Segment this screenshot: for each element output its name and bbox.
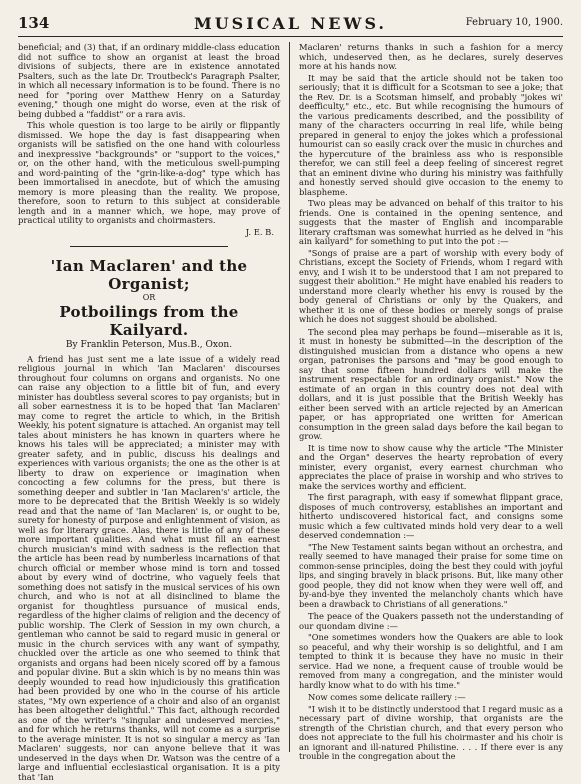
right-column — [299, 43, 563, 765]
paragraph: Maclaren' returns thanks in such a fashion for a mercy which, undeserved then, as he declares, surely deserves more at his hands now. — [299, 42, 563, 71]
paragraph: Now comes some delicate raillery :— — [308, 692, 466, 702]
byline: By Franklin Peterson, Mus.B., Oxon. — [65, 340, 233, 350]
issue-date: February 10, 1900. — [465, 17, 563, 28]
article-subtitle: Potboilings from the Kailyard. — [59, 303, 239, 339]
quotation: "One sometimes wonders how the Quakers are able to look so peaceful, and why their worship is so delightful, and I am tempted to think it is because they have no music in their service. Had we none, a frequent cause of trouble would be removed from many a congregation, and the minister would hardly know what to do with his time." — [299, 632, 563, 690]
quotation: "I wish it to be distinctly understood that I regard music as a necessary part of divine worship, that organists are the strength of the Christian church, and that every person who does not appreciate to the full his choirmaster and his choir is an ignorant and ill-natured Philistine. . . . If there ever is any trouble in the congregation about the — [299, 703, 563, 761]
column-divider — [289, 42, 290, 752]
title-or: OR — [142, 293, 156, 302]
paragraph: The first paragraph, with easy if somewhat flippant grace, disposes of much controversy, establishes an important and hitherto undiscovered historical fact, and consigns some music which a few cultivated minds hold very dear to a well deserved condemnation :— — [299, 492, 563, 540]
paragraph: This whole question is too large to be airily or flippantly dismissed. We hope the day is fast disappearing when organists will be satisfied on the one hand with colourless and inexpressive "backgrounds" or "support to the voices," or, on the other hand, with the meticulous swell-pumping and word-painting of the "grin-like-a-dog" type which has been immortalised in anecdote, but of which the amusing memory is more pleasing than the reality. We propose, therefore, soon to return to this subject at considerable length and in a manner which, we hope, may prove of practical utility to organists and choirmasters. — [18, 120, 280, 225]
paragraph: It may be said that the article should not be taken too seriously; that it is difficult for a Scotsman to see a joke; that the Rev. Dr. is a Scotsman himself, and probably "jokes wi' deefficulty," etc., etc. But while recognising the humours of the various predicaments described, and the possibility of many of the characters occurring in real life, while being prepared in general to enjoy the jokes which a professional humourist can so easily crack over the music in churches and the hypercuture of the brainless ass who is responsible therefor, we can still feel a deep feeling of sincerest regret that an eminent divine who during his ministry was faithfully and honestly served should give occasion to the enemy to blaspheme. — [299, 72, 563, 197]
paragraph: A friend has just sent me a late issue of a widely read religious journal in which 'Ian Maclaren' discourses throughout four columns on organs and organists. No one can raise any objection to a little bit of fun, and every minister has doubtless several scores to pay organists; but in all sober earnestness it is to be hoped that 'Ian Maclaren' may come to regret the article to which, in the British Weekly, his potent signature is attached. An organist may tell tales about ministers he has known in quarters where he knows his tales will be appreciated; a minister may with greater safety, and in public, discuss his dealings and experiences with various organists; the one as the other is at liberty to draw on experience or imagination when concocting a few columns for the press, but there is something deeper and subtler in 'Ian Maclaren's' article, the more to be deprecated that the British Weekly is so widely read and that the name of 'Ian Maclaren' is, or ought to be, surety for honesty of purpose and enlightenment of vision, as well as for literary grace. Alas, there is little of any of these more important qualities. And what must fill an earnest church musician's mind with sadness is the reflection that the article has been read by numberless incarnations of that church official or member whose mind is torn and tossed about by every wind of doctrine, who vaguely feels that something does not satisfy in the musical services of his own church, and who is not at all disinclined to blame the organist for thoughtless pursuance of musical ends, regardless of the higher claims of religion and the decency of public worship. The Clerk of Session in my own church, a gentleman who cannot be said to regard music in general or music in the church services with any want of sympathy, chuckled over the article as one who seemed to think that organists and organs had been nicely scored off by a famous and popular divine. But a skin which is by no means thin was deeply wounded to read how injudiciously this gratification had been provided by one who in the course of his article states, "My own experience of a choir and also of an organist has been altogether delightful." This fact, although recorded as one of the writer's "singular and undeserved mercies," and for which he returns thanks, will not come as a surprise to the average minister. It is not so singular a mercy as 'Ian Maclaren' suggests, nor can anyone believe that it was undeserved in the days when Dr. Watson was the centre of a large and influential ecclesiastical organisation. It is a pity that 'Ian — [18, 353, 280, 782]
separator-rule — [70, 246, 227, 247]
paragraph: The second plea may perhaps be found—miserable as it is, it must in honesty be submitted—in the description of the distinguished musician from a distance who opens a new organ, patronises the parsons and "may be good enough to say that some fifteen hundred dollars will make the instrument respectable for an ordinary organist." Now the estimate of an organ in this country does not deal with dollars, and it is just possible that the British Weekly has either been served with an article rejected by an American paper, or has appropriated one written for American consumption in the green salad days before the kail began to grow. — [299, 326, 563, 441]
paragraph: The peace of the Quakers passeth not the understanding of our quondam divine :— — [299, 611, 563, 631]
signature: J. E. B. — [245, 226, 274, 237]
article-title: 'Ian Maclaren' and the Organist; — [50, 257, 248, 293]
left-column — [18, 43, 280, 784]
journal-title: MUSICAL NEWS. — [193, 14, 387, 33]
quotation: "The New Testament saints began without an orchestra, and really seemed to have managed their praise for some time on common-sense principles, doing the best they could with joyful lips, and singing bravely in black prisons. But, like many other good people, they did not know when they were well off, and by-and-bye they invented the melancholy chants which have been a drawback to Christians of all generations." — [299, 541, 563, 609]
page-number: 134 — [18, 14, 50, 32]
paragraph: beneficial; and (3) that, if an ordinary middle-class education did not suffice to show an organist at least the broad divisions of subjects, there are in existence annotated Psalters, such as the late Dr. Troutbeck's Paragraph Psalter, in which all necessary information is to be found. There is no need for "poring over Matthew Henry on a Saturday evening," though one might do worse, even at the risk of being dubbed a "faddist" or a rara avis. — [18, 42, 280, 119]
paragraph: Two pleas may be advanced on behalf of this traitor to his friends. One is contained in the opening sentence, and suggests that the master of English and incomparable literary craftsman was somewhat hurried as he delved in "his ain kailyard" for something to put into the pot :— — [299, 198, 563, 246]
page-header — [18, 14, 563, 37]
quotation: "Songs of praise are a part of worship with every body of Christians, except the Society of Friends, whom I regard with envy, and I wish it to be understood that I am not prepared to suggest their abolition." He might have enabled his readers to understand more clearly whether his envy is roused by the body general of Christians or only by the Quakers, and whether it is one of these bodies or merely songs of praise which he does not suggest should be abolished. — [299, 247, 563, 324]
paragraph: It is time now to show cause why the article "The Minister and the Organ" deserves the hearty reprobation of every minister, every organist, every earnest churchman who appreciates the place of praise in worship and who strives to make the services worthy and efficient. — [299, 442, 563, 491]
